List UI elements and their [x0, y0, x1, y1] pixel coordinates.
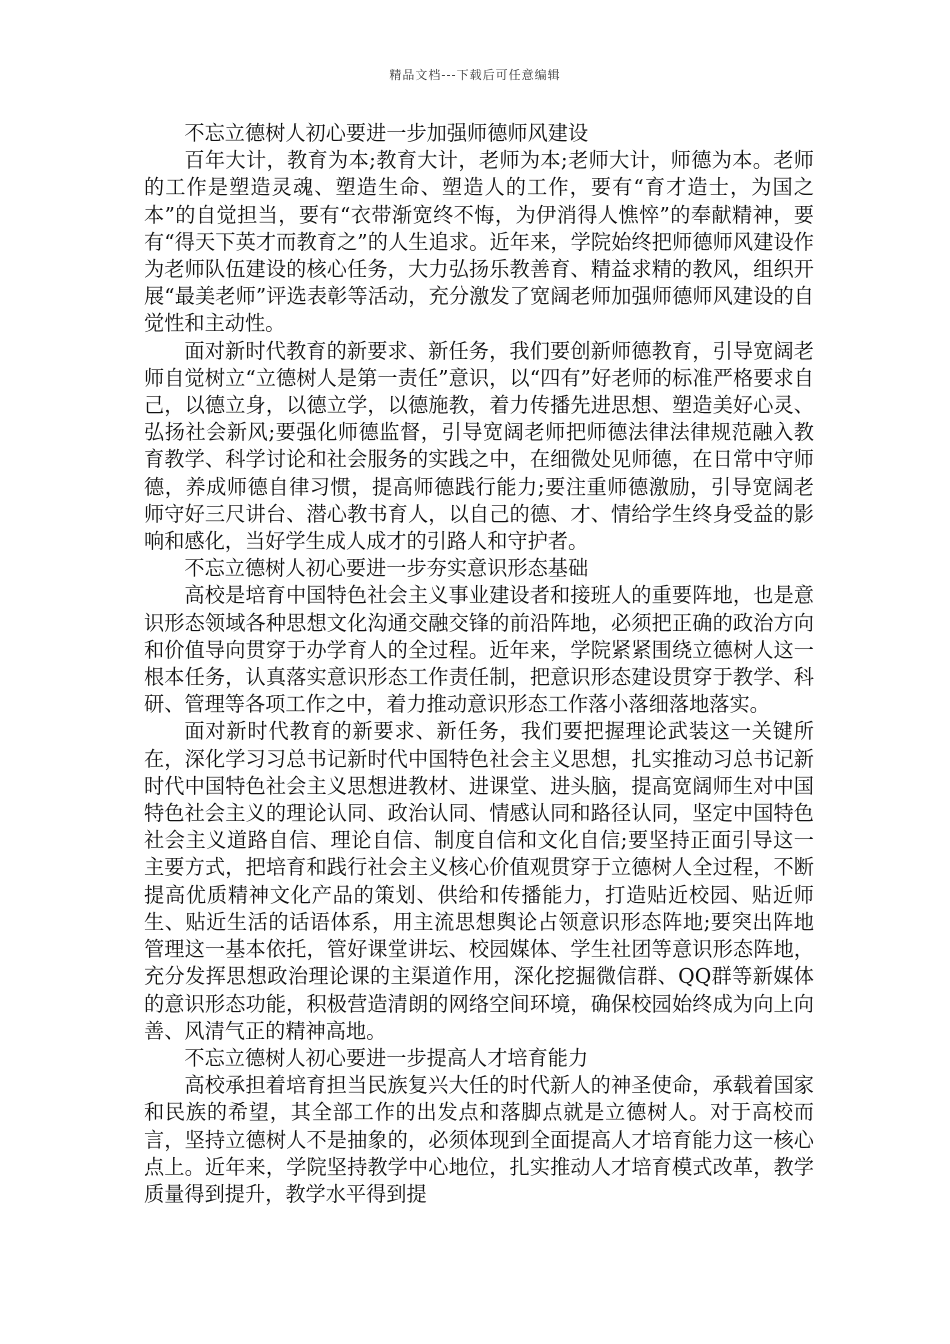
body-paragraph: 百年大计，教育为本;教育大计，老师为本;老师大计，师德为本。老师的工作是塑造灵魂、塑造生命、塑造人的工作，要有“育才造士，为国之本”的自觉担当，要有“衣带渐宽终不悔，为伊消得人憔悴”的奉献精神，要有“得天下英才而教育之”的人生追求。近年来，学院始终把师德师风建设作为老师队伍建设的核心任务，大力弘扬乐教善育、精益求精的教风，组织开展“最美老师”评选表彰等活动，充分激发了宽阔老师加强师德师风建设的自觉性和主动性。 [144, 148, 814, 336]
header-note: 精品文档---下载后可任意编辑 [389, 68, 561, 82]
section-heading: 不忘立德树人初心要进一步加强师德师风建设 [184, 121, 589, 145]
body-paragraph: 面对新时代教育的新要求、新任务，我们要把握理论武装这一关键所在，深化学习习总书记新时代中国特色社会主义思想，扎实推动习总书记新时代中国特色社会主义思想进教材、进课堂、进头脑，提高宽阔师生对中国特色社会主义的理论认同、政治认同、情感认同和路径认同，坚定中国特色社会主义道路自信、理论自信、制度自信和文化自信;要坚持正面引导这一主要方式，把培育和践行社会主义核心价值观贯穿于立德树人全过程，不断提高优质精神文化产品的策划、供给和传播能力，打造贴近校园、贴近师生、贴近生活的话语体系，用主流思想舆论占领意识形态阵地;要突出阵地管理这一基本依托，管好课堂讲坛、校园媒体、学生社团等意识形态阵地，充分发挥思想政治理论课的主渠道作用，深化挖掘微信群、QQ群等新媒体的意识形态功能，积极营造清朗的网络空间环境，确保校园始终成为向上向善、风清气正的精神高地。 [144, 719, 814, 1043]
section-heading: 不忘立德树人初心要进一步夯实意识形态基础 [184, 556, 589, 581]
section-heading: 不忘立德树人初心要进一步提高人才培育能力 [184, 1045, 589, 1070]
body-paragraph: 面对新时代教育的新要求、新任务，我们要创新师德教育，引导宽阔老师自觉树立“立德树人是第一责任”意识，以“四有”好老师的标准严格要求自己，以德立身，以德立学，以德施教，着力传播先进思想、塑造美好心灵、弘扬社会新风;要强化师德监督，引导宽阔老师把师德法律法律规范融入教育教学、科学讨论和社会服务的实践之中，在细微处见师德，在日常中守师德，养成师德自律习惯，提高师德践行能力;要注重师德激励，引导宽阔老师守好三尺讲台、潜心教书育人，以自己的德、才、情给学生终身受益的影响和感化，当好学生成人成才的引路人和守护者。 [144, 338, 814, 554]
body-paragraph: 高校承担着培育担当民族复兴大任的时代新人的神圣使命，承载着国家和民族的希望，其全部工作的出发点和落脚点就是立德树人。对于高校而言，坚持立德树人不是抽象的，必须体现到全面提高人才培育能力这一核心点上。近年来，学院坚持教学中心地位，扎实推动人才培育模式改革，教学质量得到提升，教学水平得到提 [144, 1073, 814, 1206]
body-paragraph: 高校是培育中国特色社会主义事业建设者和接班人的重要阵地，也是意识形态领域各种思想文化沟通交融交锋的前沿阵地，必须把正确的政治方向和价值导向贯穿于办学育人的全过程。近年来，学院紧紧围绕立德树人这一根本任务，认真落实意识形态工作责任制，把意识形态建设贯穿于教学、科研、管理等各项工作之中，着力推动意识形态工作落小落细落地落实。 [144, 583, 814, 717]
document-body [144, 120, 814, 1208]
